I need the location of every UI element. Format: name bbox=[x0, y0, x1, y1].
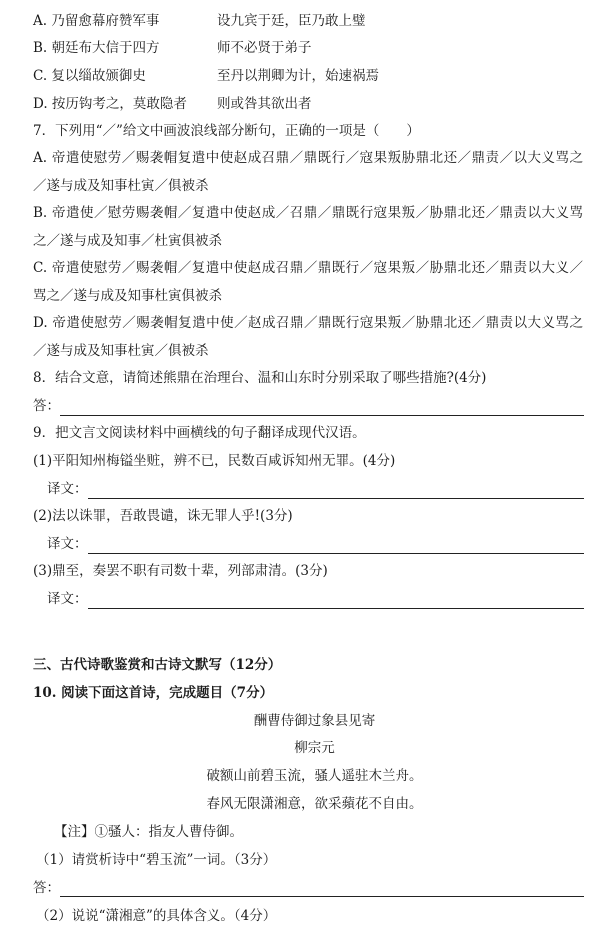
q9-stem: 9．把文言文阅读材料中画横线的句子翻译成现代汉语。 bbox=[33, 425, 366, 441]
q9-sentence-3: (3)鼎至，奏罢不职有司数十辈，列部肃清。(3分) bbox=[33, 563, 328, 579]
q8-answer-line[interactable] bbox=[60, 415, 584, 416]
q10-sub1: （1）请赏析诗中“碧玉流”一词。（3分） bbox=[36, 852, 277, 868]
q6-option-b-left: B. 朝廷布大信于四方 bbox=[33, 40, 160, 56]
q7-option-d-line2: ／遂与成及知事杜寅／俱被杀 bbox=[33, 343, 209, 359]
q6-option-c-right: 至丹以荆卿为计，始速祸焉 bbox=[217, 68, 379, 84]
q9-trans-line-2[interactable] bbox=[88, 553, 584, 554]
poem-author: 柳宗元 bbox=[294, 740, 335, 756]
q6-option-d-left: D. 按历钩考之，莫敢隐者 bbox=[33, 96, 187, 112]
poem-title: 酬曹侍御过象县见寄 bbox=[253, 713, 376, 729]
q9-trans-line-1[interactable] bbox=[88, 498, 584, 499]
q7-option-d-line1: D. 帝遣使慰劳／赐袭帽复遣中使／赵成召鼎／鼎既行寇果叛／胁鼎北还／鼎责以大义骂之 bbox=[33, 315, 583, 331]
q9-trans-label-1: 译文： bbox=[47, 481, 88, 497]
poem-line-1: 破额山前碧玉流，骚人遥驻木兰舟。 bbox=[206, 768, 423, 784]
q10-sub2: （2）说说“潇湘意”的具体含义。（4分） bbox=[36, 908, 277, 924]
q7-stem: 7．下列用“／”给文中画波浪线部分断句，正确的一项是（ ） bbox=[33, 123, 420, 139]
q9-trans-label-3: 译文： bbox=[47, 591, 88, 607]
q8-answer-label: 答： bbox=[33, 398, 60, 414]
poem-line-2: 春风无限潇湘意，欲采蘋花不自由。 bbox=[206, 796, 423, 812]
q7-option-c-line2: 骂之／遂与成及知事杜寅俱被杀 bbox=[33, 288, 222, 304]
q9-sentence-2: (2)法以诛罪，吾敢畏谴，诛无罪人乎!(3分) bbox=[33, 508, 293, 524]
q8-stem: 8．结合文意，请简述熊鼎在治理台、温和山东时分别采取了哪些措施?(4分) bbox=[33, 370, 487, 386]
q7-option-b-line2: 之／遂与成及知事／杜寅俱被杀 bbox=[33, 233, 222, 249]
q9-sentence-1: (1)平阳知州梅镒坐赃，辨不已，民数百咸诉知州无罪。(4分) bbox=[33, 453, 396, 469]
q6-option-b-right: 师不必贤于弟子 bbox=[217, 40, 312, 56]
q7-option-a-line1: A. 帝遣使慰劳／赐袭帽复遣中使赵成召鼎／鼎既行／寇果叛胁鼎北还／鼎责／以大义骂之 bbox=[33, 150, 583, 166]
q6-option-a-left: A. 乃留愈幕府赞军事 bbox=[33, 13, 160, 29]
q6-option-d-right: 则或咎其欲出者 bbox=[217, 96, 312, 112]
q10-answer-line[interactable] bbox=[60, 896, 584, 897]
q9-trans-label-2: 译文： bbox=[47, 536, 88, 552]
q9-trans-line-3[interactable] bbox=[88, 608, 584, 609]
q7-option-c-line1: C. 帝遣使慰劳／赐袭帽／复遣中使赵成召鼎／鼎既行／寇果叛／胁鼎北还／鼎责以大义／ bbox=[33, 260, 583, 276]
q10-answer-label: 答： bbox=[33, 880, 60, 896]
section3-heading: 三、古代诗歌鉴赏和古诗文默写（12分） bbox=[33, 657, 282, 673]
poem-note: 【注】①骚人：指友人曹侍御。 bbox=[54, 824, 243, 840]
q7-option-b-line1: B. 帝遣使／慰劳赐袭帽／复遣中使赵成／召鼎／鼎既行寇果叛／胁鼎北还／鼎责以大义骂 bbox=[33, 205, 583, 221]
q7-option-a-line2: ／遂与成及知事杜寅／俱被杀 bbox=[33, 178, 209, 194]
q6-option-c-left: C. 复以缁故颁御史 bbox=[33, 68, 146, 84]
q10-stem: 10. 阅读下面这首诗，完成题目（7分） bbox=[33, 685, 274, 701]
q6-option-a-right: 设九宾于廷，臣乃敢上璧 bbox=[217, 13, 366, 29]
